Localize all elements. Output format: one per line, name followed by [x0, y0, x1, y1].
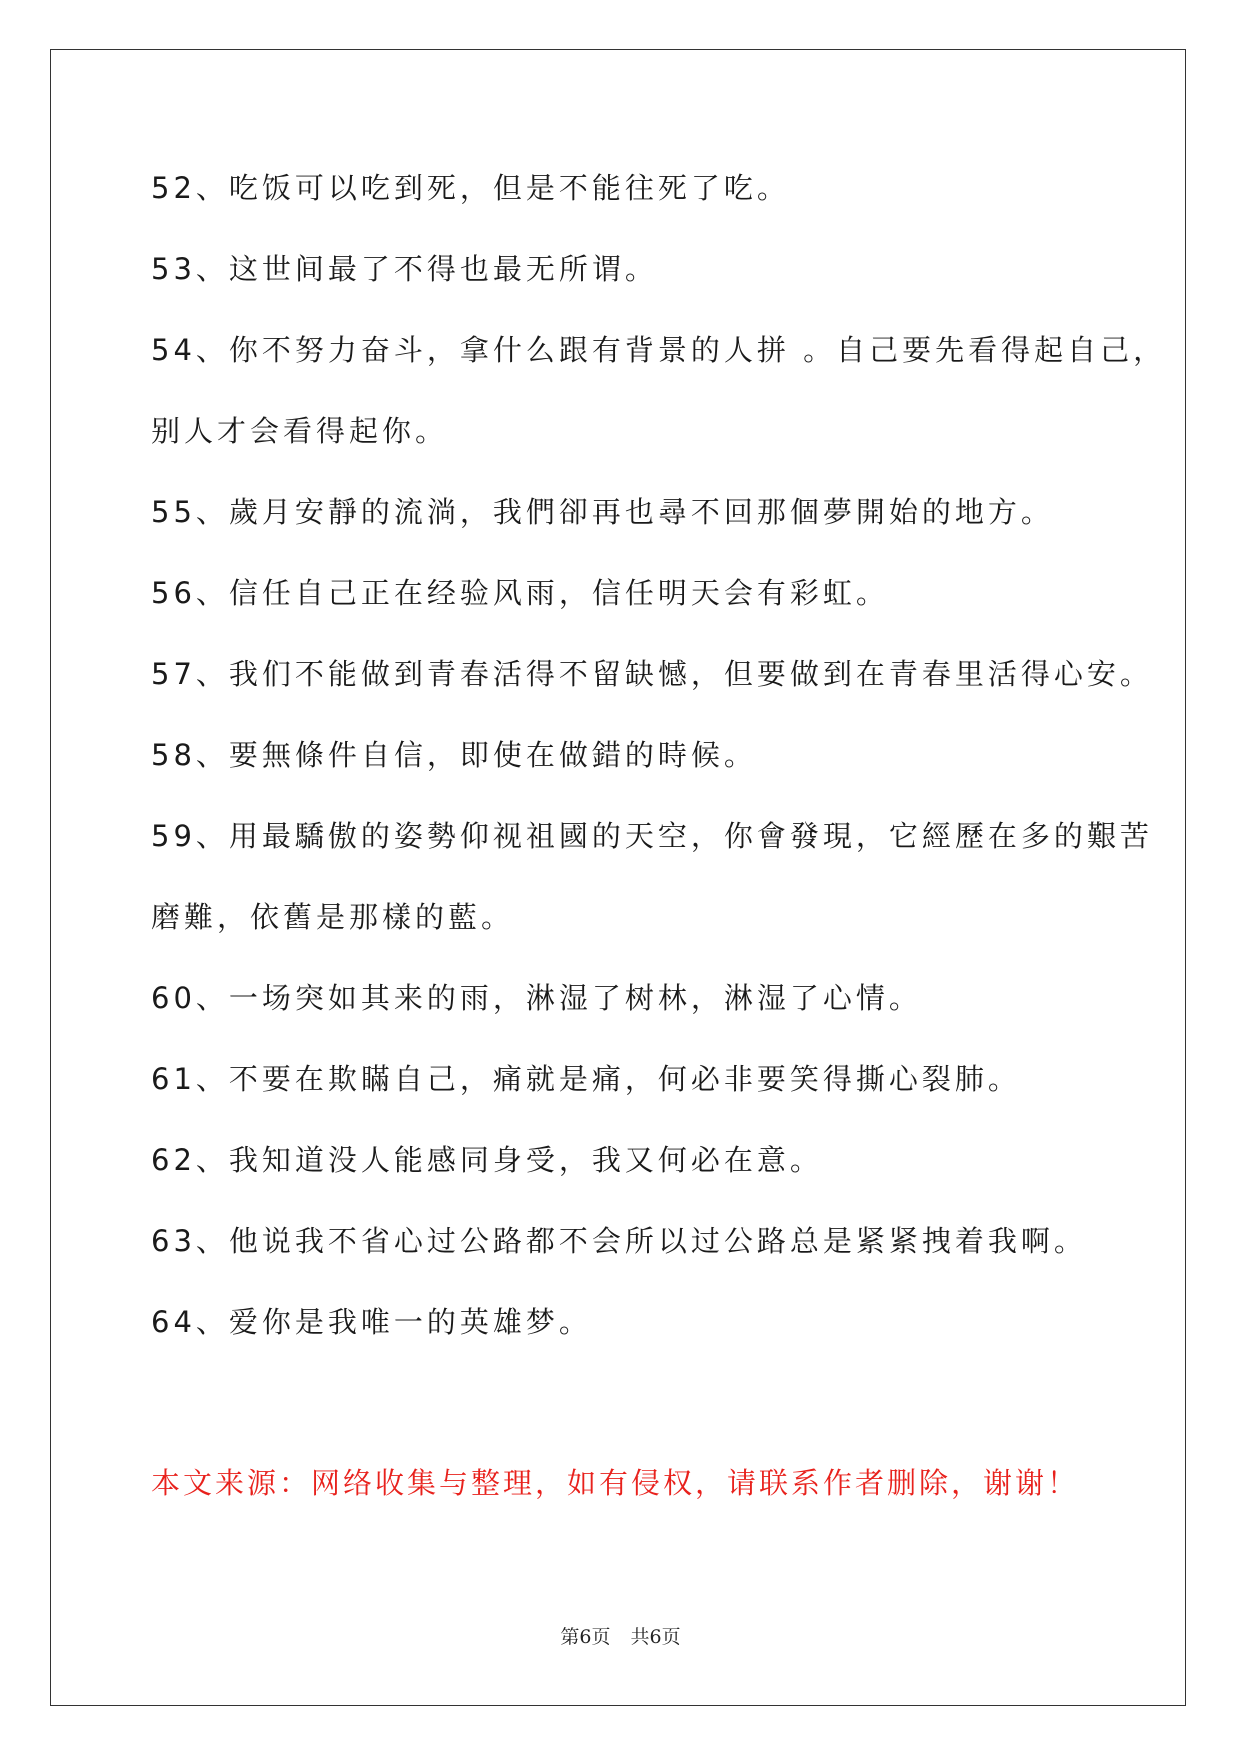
text-line: 56、信任自己正在经验风雨，信任明天会有彩虹。	[151, 576, 889, 610]
text-line: 53、这世间最了不得也最无所谓。	[151, 252, 658, 286]
text-line: 60、一场突如其来的雨，淋湿了树林，淋湿了心情。	[151, 981, 922, 1015]
text-line: 58、要無條件自信，即使在做錯的時候。	[151, 738, 757, 772]
text-line: 62、我知道没人能感同身受，我又何必在意。	[151, 1143, 823, 1177]
page-number-total: 共6页	[630, 1626, 681, 1648]
text-line: 63、他说我不省心过公路都不会所以过公路总是紧紧拽着我啊。	[151, 1224, 1087, 1258]
page-footer	[0, 1624, 1241, 1650]
page-number-current: 第6页	[560, 1626, 611, 1648]
text-line: 磨難，依舊是那樣的藍。	[151, 900, 515, 934]
text-line: 61、不要在欺瞞自己，痛就是痛，何必非要笑得撕心裂肺。	[151, 1062, 1021, 1096]
text-line: 57、我们不能做到青春活得不留缺憾，但要做到在青春里活得心安。	[151, 657, 1153, 691]
source-notice: 本文来源：网络收集与整理，如有侵权，请联系作者删除，谢谢！	[151, 1466, 1080, 1500]
text-line: 59、用最驕傲的姿勢仰视祖國的天空，你會發現，它經歷在多的艱苦	[151, 819, 1153, 853]
document-body	[151, 168, 1167, 1383]
text-line: 54、你不努力奋斗，拿什么跟有背景的人拼 。自己要先看得起自己，	[151, 333, 1167, 367]
text-line: 52、吃饭可以吃到死，但是不能往死了吃。	[151, 171, 790, 205]
text-line: 64、爱你是我唯一的英雄梦。	[151, 1305, 592, 1339]
text-line: 别人才会看得起你。	[151, 414, 449, 448]
text-line: 55、歲月安靜的流淌，我們卻再也尋不回那個夢開始的地方。	[151, 495, 1054, 529]
